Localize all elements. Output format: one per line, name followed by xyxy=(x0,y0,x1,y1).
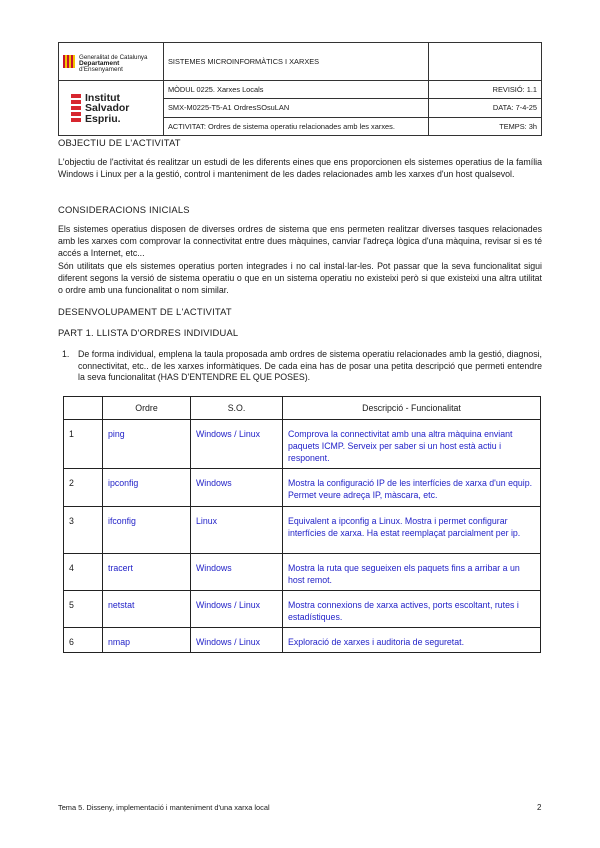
row-number: 6 xyxy=(64,628,103,653)
table-row xyxy=(64,507,541,554)
list-text: De forma individual, emplena la taula proposada amb ordres de sistema operatiu relacionades amb la gestió, diagnosi, connectivitat, etc.. de les xarxes informàtiques. De cada eina has de posar una petita descripció que permeti entendre la seva funcionalitat (HAS D'ENTENDRE EL QUE POSES). xyxy=(78,349,542,382)
row-number: 1 xyxy=(64,420,103,469)
row-description: Mostra la configuració IP de les interfícies de xarxa d'un equip. Permet veure adreça IP, màscara, etc. xyxy=(283,469,541,507)
row-os: Windows / Linux xyxy=(191,591,283,628)
page-number: 2 xyxy=(537,803,542,812)
row-os: Linux xyxy=(191,507,283,554)
row-command: ifconfig xyxy=(103,507,191,554)
date: DATA: 7-4-25 xyxy=(429,99,542,117)
row-description: Mostra connexions de xarxa actives, ports escoltant, rutes i estadístiques. xyxy=(283,591,541,628)
col-header-os: S.O. xyxy=(191,397,283,420)
empty-cell xyxy=(429,43,542,81)
table-row xyxy=(64,591,541,628)
module-name: MÒDUL 0225. Xarxes Locals xyxy=(164,81,429,99)
revision: REVISIÓ: 1.1 xyxy=(429,81,542,99)
col-header-command: Ordre xyxy=(103,397,191,420)
row-command: ping xyxy=(103,420,191,469)
col-header-number xyxy=(64,397,103,420)
row-os: Windows / Linux xyxy=(191,628,283,653)
table-row xyxy=(64,420,541,469)
col-header-description: Descripció - Funcionalitat xyxy=(283,397,541,420)
row-command: tracert xyxy=(103,554,191,591)
objective-heading: OBJECTIU DE L'ACTIVITAT xyxy=(58,137,181,148)
table-row xyxy=(64,554,541,591)
row-description: Equivalent a ipconfig a Linux. Mostra i permet configurar interfícies de xarxa. Ha estat reemplaçat parcialment per ip. xyxy=(283,507,541,554)
table-header-row xyxy=(64,397,541,420)
activity-code: SMX-M0225-T5-A1 OrdresSOsuLAN xyxy=(164,99,429,117)
list-number: 1. xyxy=(62,349,70,359)
activity-title: ACTIVITAT: Ordres de sistema operatiu relacionades amb les xarxes. xyxy=(164,117,429,135)
row-command: nmap xyxy=(103,628,191,653)
objective-paragraph: L'objectiu de l'activitat és realitzar un estudi de les diferents eines que ens proporcionen els sistemes operatius de la família Windows i Linux per a la gestió, control i manteniment de les dades relacionades amb les xarxes d'un host qualsevol. xyxy=(58,157,542,179)
row-command: netstat xyxy=(103,591,191,628)
row-number: 5 xyxy=(64,591,103,628)
row-os: Windows xyxy=(191,469,283,507)
development-heading: DESENVOLUPAMENT DE L'ACTIVITAT xyxy=(58,306,232,317)
part1-heading: PART 1. LLISTA D'ORDRES INDIVIDUAL xyxy=(58,327,239,338)
row-description: Exploració de xarxes i auditoria de seguretat. xyxy=(283,628,541,653)
institute-logo-cell xyxy=(59,81,164,136)
initial-paragraph-2: Són utilitats que els sistemes operatius porten integrades i no cal instal·lar-les. Pot passar que la seva funcionalitat sigui diferent segons la versió de sistema operatiu o que en un sistema operatiu no existeixi però si que existeixi una altra utilitat o ordre amb una funcionalitat o nom similar. xyxy=(58,261,542,295)
commands-table xyxy=(63,396,541,653)
generalitat-logo: Generalitat de Catalunya Departament d'Ensenyament xyxy=(59,52,163,72)
senyera-icon xyxy=(63,55,75,68)
institute-mark-icon xyxy=(71,94,81,122)
table-row xyxy=(64,628,541,653)
initial-considerations-heading: CONSIDERACIONS INICIALS xyxy=(58,204,190,215)
table-row xyxy=(64,469,541,507)
generalitat-logo-cell xyxy=(59,43,164,81)
page-footer: Tema 5. Disseny, implementació i manteniment d'una xarxa local xyxy=(58,803,270,812)
institute-logo: Institut Salvador Espriu. xyxy=(59,90,163,127)
row-number: 3 xyxy=(64,507,103,554)
row-description: Mostra la ruta que segueixen els paquets fins a arribar a un host remot. xyxy=(283,554,541,591)
time: TEMPS: 3h xyxy=(429,117,542,135)
cycle-name: SISTEMES MICROINFORMÀTICS I XARXES xyxy=(164,43,429,81)
initial-paragraph-1: Els sistemes operatius disposen de diverses ordres de sistema que ens permeten realitzar diverses tasques relacionades amb les xarxes com comprovar la connectivitat entre dues màquines, canviar l'adreça lògica d'una màquina, revisar si es té accés a Internet, etc... xyxy=(58,224,542,258)
row-description: Comprova la connectivitat amb una altra màquina enviant paquets ICMP. Serveix per saber si un host està actiu i responent. xyxy=(283,420,541,469)
row-os: Windows / Linux xyxy=(191,420,283,469)
row-os: Windows xyxy=(191,554,283,591)
row-command: ipconfig xyxy=(103,469,191,507)
row-number: 2 xyxy=(64,469,103,507)
document-header xyxy=(58,42,542,136)
row-number: 4 xyxy=(64,554,103,591)
